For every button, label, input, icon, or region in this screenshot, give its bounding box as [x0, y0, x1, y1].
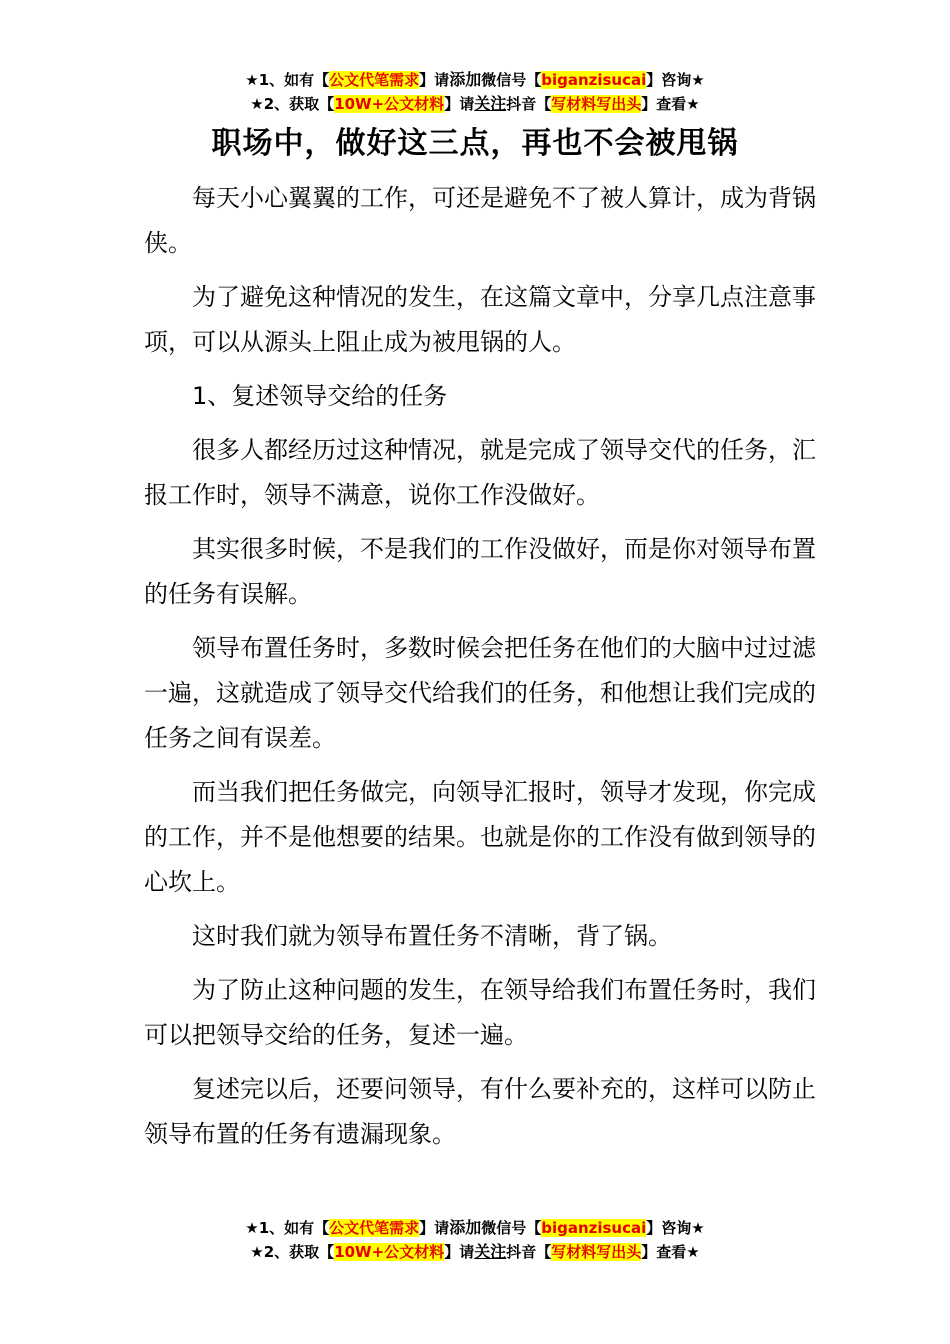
- paragraph: 为了防止这种问题的发生，在领导给我们布置任务时，我们可以把领导交给的任务，复述一遍。: [144, 976, 816, 1049]
- paragraph: 其实很多时候，不是我们的工作没做好，而是你对领导布置的任务有误解。: [144, 535, 816, 608]
- article-title: 职场中，做好这三点，再也不会被甩锅: [211, 126, 739, 161]
- paragraph: 而当我们把任务做完，向领导汇报时，领导才发现，你完成的工作，并不是他想要的结果。也就是你的工作没有做到领导的心坎上。: [144, 778, 816, 896]
- service-highlight: 公文代笔需求: [329, 71, 420, 89]
- wechat-id-highlight: biganzisucai: [541, 1219, 647, 1237]
- ad-banner-top: [0, 68, 950, 116]
- materials-highlight: 10W+公文材料: [334, 95, 445, 113]
- section-heading: 1、复述领导交给的任务: [192, 382, 448, 410]
- paragraph: 复述完以后，还要问领导，有什么要补充的，这样可以防止领导布置的任务有遗漏现象。: [144, 1075, 816, 1148]
- paragraph: 为了避免这种情况的发生，在这篇文章中，分享几点注意事项，可以从源头上阻止成为被甩锅的人。: [144, 283, 816, 356]
- paragraph: 每天小心翼翼的工作，可还是避免不了被人算计，成为背锅侠。: [144, 184, 816, 257]
- ad-line-1: ★1、如有【公文代笔需求】请添加微信号【biganzisucai】咨询★: [245, 1218, 705, 1237]
- douyin-highlight: 写材料写出头: [551, 1243, 642, 1261]
- ad-line-2: ★2、获取【10W+公文材料】请关注抖音【写材料写出头】查看★: [250, 94, 700, 113]
- service-highlight: 公文代笔需求: [329, 1219, 420, 1237]
- wechat-id-highlight: biganzisucai: [541, 71, 647, 89]
- paragraph: 这时我们就为领导布置任务不清晰，背了锅。: [192, 922, 672, 950]
- paragraph: 领导布置任务时，多数时候会把任务在他们的大脑中过过滤一遍，这就造成了领导交代给我们的任务，和他想让我们完成的任务之间有误差。: [144, 634, 816, 752]
- ad-line-2: ★2、获取【10W+公文材料】请关注抖音【写材料写出头】查看★: [250, 1242, 700, 1261]
- douyin-highlight: 写材料写出头: [551, 95, 642, 113]
- article-body: [144, 176, 824, 1166]
- materials-highlight: 10W+公文材料: [334, 1243, 445, 1261]
- ad-line-1: ★1、如有【公文代笔需求】请添加微信号【biganzisucai】咨询★: [245, 70, 705, 89]
- paragraph: 很多人都经历过这种情况，就是完成了领导交代的任务，汇报工作时，领导不满意，说你工作没做好。: [144, 436, 816, 509]
- ad-banner-bottom: [0, 1216, 950, 1264]
